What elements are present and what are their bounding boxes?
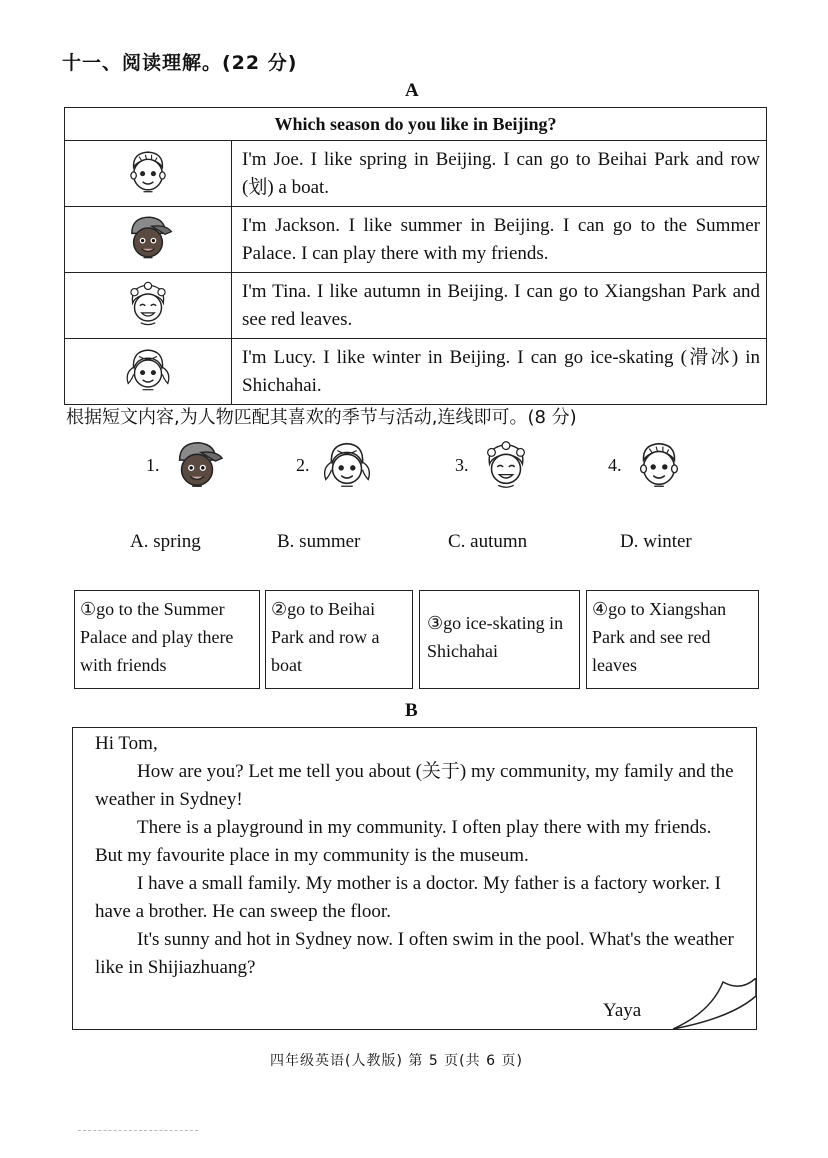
season-option-c[interactable]: C. autumn xyxy=(448,531,528,552)
table-text-cell: I'm Tina. I like autumn in Beijing. I can go to Xiangshan Park and see red leaves. xyxy=(232,273,767,339)
part-b-label: B xyxy=(405,700,418,721)
letter-greeting: Hi Tom, xyxy=(95,733,158,754)
letter-paragraph: How are you? Let me tell you about (关于) my community, my family and the weather in Sydney! xyxy=(95,761,734,810)
table-text-cell: I'm Lucy. I like winter in Beijing. I can go ice-skating (滑冰) in Shichahai. xyxy=(232,339,767,405)
person-number: 4. xyxy=(608,455,622,475)
table-pic-cell xyxy=(65,273,232,339)
matching-instruction: 根据短文内容,为人物匹配其喜欢的季节与活动,连线即可。(8 分) xyxy=(66,407,577,428)
letter-signature: Yaya xyxy=(603,1000,642,1021)
letter-box xyxy=(72,727,757,1030)
season-option-a[interactable]: A. spring xyxy=(130,531,201,552)
season-table xyxy=(64,107,767,405)
table-row xyxy=(65,273,767,339)
page-curl-icon xyxy=(671,978,757,1030)
table-row xyxy=(65,339,767,405)
table-pic-cell xyxy=(65,339,232,405)
table-row xyxy=(65,207,767,273)
person-number: 2. xyxy=(296,455,310,475)
boy-jackson-icon xyxy=(121,210,175,264)
section-title: 十一、阅读理解。(22 分) xyxy=(62,52,298,74)
letter-paragraph: I have a small family. My mother is a doctor. My father is a factory worker. I have a brother. He can sweep the floor. xyxy=(95,873,721,922)
table-row xyxy=(65,141,767,207)
girl-lucy-icon xyxy=(121,342,175,396)
activity-inner xyxy=(424,595,575,684)
table-pic-cell xyxy=(65,141,232,207)
letter-paragraph: It's sunny and hot in Sydney now. I often swim in the pool. What's the weather like in Shijiazhuang? xyxy=(95,929,734,978)
girl-tina-icon xyxy=(121,276,175,330)
activity-box-1[interactable] xyxy=(74,590,260,689)
activity-text: ③go ice-skating in Shichahai xyxy=(427,613,564,661)
activity-text: ①go to the Summer Palace and play there with friends xyxy=(80,599,234,675)
bottom-divider xyxy=(78,1130,198,1131)
table-header-row xyxy=(65,108,767,141)
page-footer: 四年级英语(人教版) 第 5 页(共 6 页) xyxy=(270,1053,523,1069)
part-a-label: A xyxy=(405,80,419,101)
boy-joe-icon xyxy=(121,144,175,198)
letter-paragraph: There is a playground in my community. I often play there with my friends. But my favourite place in my community is the museum. xyxy=(95,817,712,866)
activity-text: ④go to Xiangshan Park and see red leaves xyxy=(592,599,727,675)
person-number: 1. xyxy=(146,455,160,475)
activity-text: ②go to Beihai Park and row a boat xyxy=(271,599,380,675)
table-text-cell: I'm Jackson. I like summer in Beijing. I can go to the Summer Palace. I can play there with my friends. xyxy=(232,207,767,273)
table-text-cell: I'm Joe. I like spring in Beijing. I can go to Beihai Park and row (划) a boat. xyxy=(232,141,767,207)
person-number: 3. xyxy=(455,455,469,475)
boy-jackson-icon xyxy=(168,435,226,493)
girl-tina-icon xyxy=(477,435,535,493)
activity-box-2[interactable] xyxy=(265,590,413,689)
activity-box-4[interactable] xyxy=(586,590,759,689)
season-option-b[interactable]: B. summer xyxy=(277,531,361,552)
letter-body xyxy=(95,730,740,982)
table-pic-cell xyxy=(65,207,232,273)
boy-joe-icon xyxy=(630,435,688,493)
table-header: Which season do you like in Beijing? xyxy=(65,108,767,141)
season-option-d[interactable]: D. winter xyxy=(620,531,692,552)
activity-box-3[interactable] xyxy=(419,590,580,689)
girl-lucy-icon xyxy=(318,435,376,493)
